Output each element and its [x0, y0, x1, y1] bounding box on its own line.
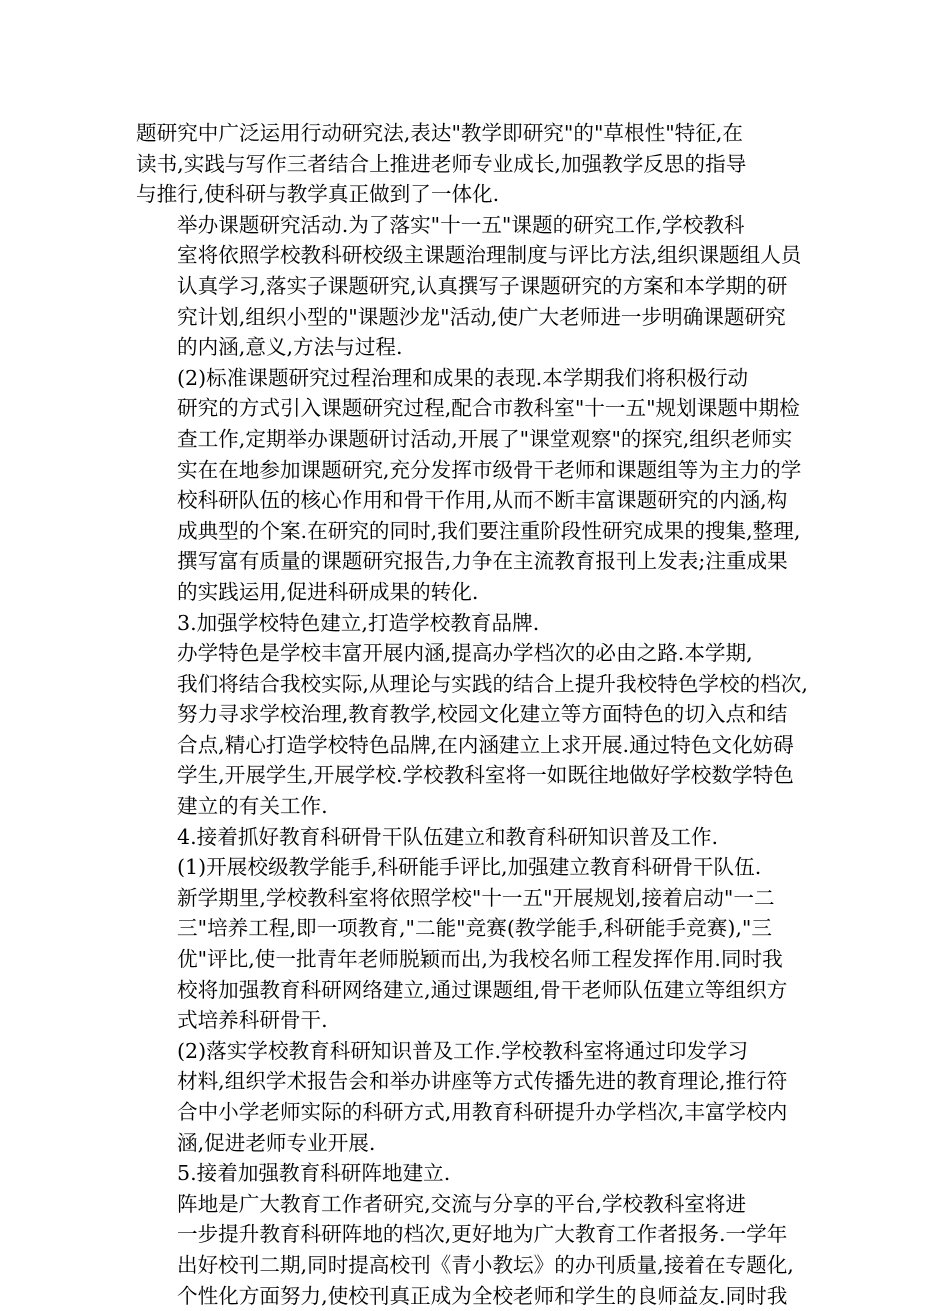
document-page [136, 118, 816, 1311]
text-line: 材料,组织学术报告会和举办讲座等方式传播先进的教育理论,推行符 [177, 1069, 788, 1094]
paragraph [136, 363, 816, 608]
paragraph [136, 822, 816, 853]
text-line: 4.接着抓好教育科研骨干队伍建立和教育科研知识普及工作. [177, 824, 719, 849]
text-line: 成典型的个案.在研究的同时,我们要注重阶段性研究成果的搜集,整理, [177, 518, 801, 543]
text-line: 认真学习,落实子课题研究,认真撰写子课题研究的方案和本学期的研 [177, 273, 788, 298]
text-line: 合中小学老师实际的科研方式,用教育科研提升办学档次,丰富学校内 [177, 1100, 788, 1124]
text-line: 的实践运用,促进科研成果的转化. [177, 579, 479, 604]
text-line: 实在在地参加课题研究,充分发挥市级骨干老师和课题组等为主力的学 [177, 457, 802, 482]
paragraph [136, 1158, 816, 1189]
paragraph [136, 1189, 816, 1311]
text-line: 一步提升教育科研阵地的档次,更好地为广大教育工作者报务.一学年 [177, 1222, 788, 1247]
paragraph [136, 210, 816, 363]
text-line: (1)开展校级教学能手,科研能手评比,加强建立教育科研骨干队伍. [177, 855, 762, 880]
text-line: 举办课题研究活动.为了落实"十一五"课题的研究工作,学校教科 [177, 212, 745, 237]
text-line: 合点,精心打造学校特色品牌,在内涵建立上求开展.通过特色文化妨碍 [177, 732, 794, 757]
text-line: 个性化方面努力,使校刊真正成为全校老师和学生的良师益友.同时我 [177, 1283, 788, 1308]
text-line: 题研究中广泛运用行动研究法,表达"教学即研究"的"草根性"特征,在 [136, 121, 744, 145]
text-line: 校科研队伍的核心作用和骨干作用,从而不断丰富课题研究的内涵,构 [177, 488, 788, 513]
text-line: 出好校刊二期,同时提高校刊《青小教坛》的办刊质量,接着在专题化, [177, 1252, 794, 1277]
text-line: 究计划,组织小型的"课题沙龙"活动,使广大老师进一步明确课题研究 [177, 304, 786, 329]
text-line: 室将依照学校教科研校级主课题治理制度与评比方法,组织课题组人员 [177, 243, 802, 268]
text-line: 研究的方式引入课题研究过程,配合市教科室"十一五"规划课题中期检 [177, 396, 800, 421]
paragraph [136, 1036, 816, 1158]
text-line: 式培养科研骨干. [177, 1008, 328, 1033]
paragraph [136, 852, 816, 1036]
text-line: 优"评比,使一批青年老师脱颖而出,为我校名师工程发挥作用.同时我 [177, 947, 783, 972]
text-line: 3.加强学校特色建立,打造学校教育品牌. [177, 610, 540, 635]
text-line: 阵地是广大教育工作者研究,交流与分享的平台,学校教科室将进 [177, 1191, 747, 1216]
text-line: (2)落实学校教育科研知识普及工作.学校教科室将通过印发学习 [177, 1038, 749, 1063]
text-line: 我们将结合我校实际,从理论与实践的结合上提升我校特色学校的档次, [177, 671, 808, 696]
text-line: 建立的有关工作. [177, 794, 328, 819]
text-line: 读书,实践与写作三者结合上推进老师专业成长,加强教学反思的指导 [136, 151, 747, 176]
text-line: 努力寻求学校治理,教育教学,校园文化建立等方面特色的切入点和结 [177, 702, 788, 727]
text-line: 涵,促进老师专业开展. [177, 1130, 376, 1155]
text-line: (2)标准课题研究过程治理和成果的表现.本学期我们将积极行动 [177, 365, 749, 390]
text-line: 学生,开展学生,开展学校.学校教科室将一如既往地做好学校数学特色 [177, 763, 794, 788]
text-line: 校将加强教育科研网络建立,通过课题组,骨干老师队伍建立等组织方 [177, 977, 788, 1002]
text-line: 5.接着加强教育科研阵地建立. [177, 1161, 451, 1186]
paragraph [136, 608, 816, 639]
text-line: 查工作,定期举办课题研讨活动,开展了"课堂观察"的探究,组织老师实 [177, 426, 793, 451]
text-line: 新学期里,学校教科室将依照学校"十一五"开展规划,接着启动"一二 [177, 885, 775, 910]
text-line: 的内涵,意义,方法与过程. [177, 335, 403, 360]
text-line: 撰写富有质量的课题研究报告,力争在主流教育报刊上发表;注重成果 [177, 549, 788, 574]
text-line: 三"培养工程,即一项教育,"二能"竞赛(教学能手,科研能手竞赛),"三 [177, 916, 772, 941]
text-line: 与推行,使科研与教学真正做到了一体化. [136, 182, 500, 207]
paragraph [136, 638, 816, 822]
paragraph [136, 118, 816, 210]
text-line: 办学特色是学校丰富开展内涵,提高办学档次的必由之路.本学期, [177, 641, 753, 666]
